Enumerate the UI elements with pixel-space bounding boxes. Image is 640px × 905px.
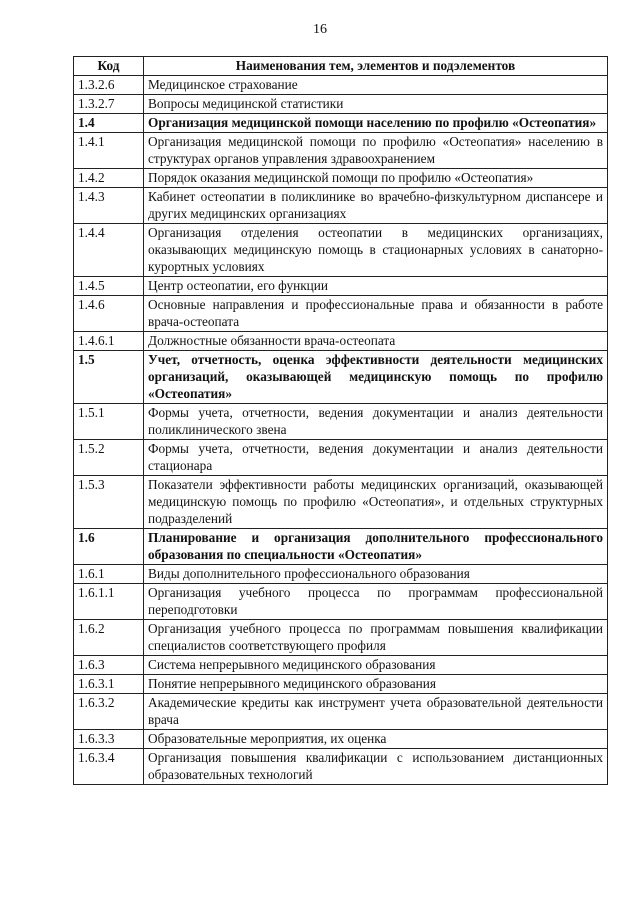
row-code: 1.5.3 <box>74 476 144 529</box>
table-row <box>74 476 608 529</box>
table-header-row <box>74 57 608 76</box>
table-row <box>74 188 608 224</box>
row-code: 1.4.6 <box>74 296 144 332</box>
table-row <box>74 76 608 95</box>
row-code: 1.6.2 <box>74 620 144 656</box>
table-row <box>74 529 608 565</box>
row-name: Образовательные мероприятия, их оценка <box>144 730 608 749</box>
row-code: 1.3.2.6 <box>74 76 144 95</box>
table-row <box>74 620 608 656</box>
row-name: Организация отделения остеопатии в медицинских организациях, оказывающих медицинскую помощь в стационарных условиях в санаторно-курортных условиях <box>144 224 608 277</box>
row-name: Учет, отчетность, оценка эффективности деятельности медицинских организаций, оказывающей медицинскую помощь по профилю «Остеопатия» <box>144 351 608 404</box>
row-code: 1.4.1 <box>74 133 144 169</box>
row-name: Центр остеопатии, его функции <box>144 277 608 296</box>
row-name: Порядок оказания медицинской помощи по профилю «Остеопатия» <box>144 169 608 188</box>
table-row <box>74 749 608 785</box>
row-name: Должностные обязанности врача-остеопата <box>144 332 608 351</box>
table-row <box>74 224 608 277</box>
row-code: 1.6.3.1 <box>74 675 144 694</box>
table-row <box>74 565 608 584</box>
row-name: Формы учета, отчетности, ведения документации и анализ деятельности поликлинического звена <box>144 404 608 440</box>
row-code: 1.5.1 <box>74 404 144 440</box>
row-code: 1.6 <box>74 529 144 565</box>
header-name: Наименования тем, элементов и подэлементов <box>144 57 608 76</box>
row-name: Показатели эффективности работы медицинских организаций, оказывающей медицинскую помощь по профилю «Остеопатия», и отдельных структурных подразделений <box>144 476 608 529</box>
table-row <box>74 114 608 133</box>
table-row <box>74 296 608 332</box>
row-name: Вопросы медицинской статистики <box>144 95 608 114</box>
row-name: Понятие непрерывного медицинского образования <box>144 675 608 694</box>
row-name: Организация медицинской помощи по профилю «Остеопатия» населению в структурах органов управления здравоохранением <box>144 133 608 169</box>
row-name: Планирование и организация дополнительного профессионального образования по специальности «Остеопатия» <box>144 529 608 565</box>
table-row <box>74 694 608 730</box>
row-name: Формы учета, отчетности, ведения документации и анализ деятельности стационара <box>144 440 608 476</box>
table-row <box>74 169 608 188</box>
row-code: 1.6.3 <box>74 656 144 675</box>
table-row <box>74 440 608 476</box>
table-row <box>74 656 608 675</box>
row-code: 1.4 <box>74 114 144 133</box>
table-row <box>74 584 608 620</box>
row-code: 1.4.3 <box>74 188 144 224</box>
row-name: Организация повышения квалификации с использованием дистанционных образовательных технологий <box>144 749 608 785</box>
row-code: 1.6.3.4 <box>74 749 144 785</box>
table-row <box>74 675 608 694</box>
row-code: 1.6.3.2 <box>74 694 144 730</box>
table-row <box>74 332 608 351</box>
row-name: Организация медицинской помощи населению по профилю «Остеопатия» <box>144 114 608 133</box>
row-name: Организация учебного процесса по программам повышения квалификации специалистов соответствующего профиля <box>144 620 608 656</box>
table-row <box>74 404 608 440</box>
row-code: 1.4.5 <box>74 277 144 296</box>
table-row <box>74 133 608 169</box>
row-code: 1.4.4 <box>74 224 144 277</box>
row-code: 1.6.3.3 <box>74 730 144 749</box>
row-name: Академические кредиты как инструмент учета образовательной деятельности врача <box>144 694 608 730</box>
row-code: 1.5.2 <box>74 440 144 476</box>
row-code: 1.4.2 <box>74 169 144 188</box>
page-number: 16 <box>313 22 327 37</box>
table-row <box>74 277 608 296</box>
table-row <box>74 95 608 114</box>
row-name: Кабинет остеопатии в поликлинике во врачебно-физкультурном диспансере и других медицинских организациях <box>144 188 608 224</box>
topics-table <box>73 56 608 785</box>
row-name: Основные направления и профессиональные права и обязанности в работе врача-остеопата <box>144 296 608 332</box>
row-name: Организация учебного процесса по программам профессиональной переподготовки <box>144 584 608 620</box>
table-row <box>74 730 608 749</box>
row-code: 1.4.6.1 <box>74 332 144 351</box>
row-code: 1.6.1.1 <box>74 584 144 620</box>
header-code: Код <box>74 57 144 76</box>
table-row <box>74 351 608 404</box>
row-code: 1.5 <box>74 351 144 404</box>
row-name: Система непрерывного медицинского образования <box>144 656 608 675</box>
row-name: Медицинское страхование <box>144 76 608 95</box>
row-code: 1.3.2.7 <box>74 95 144 114</box>
row-name: Виды дополнительного профессионального образования <box>144 565 608 584</box>
row-code: 1.6.1 <box>74 565 144 584</box>
